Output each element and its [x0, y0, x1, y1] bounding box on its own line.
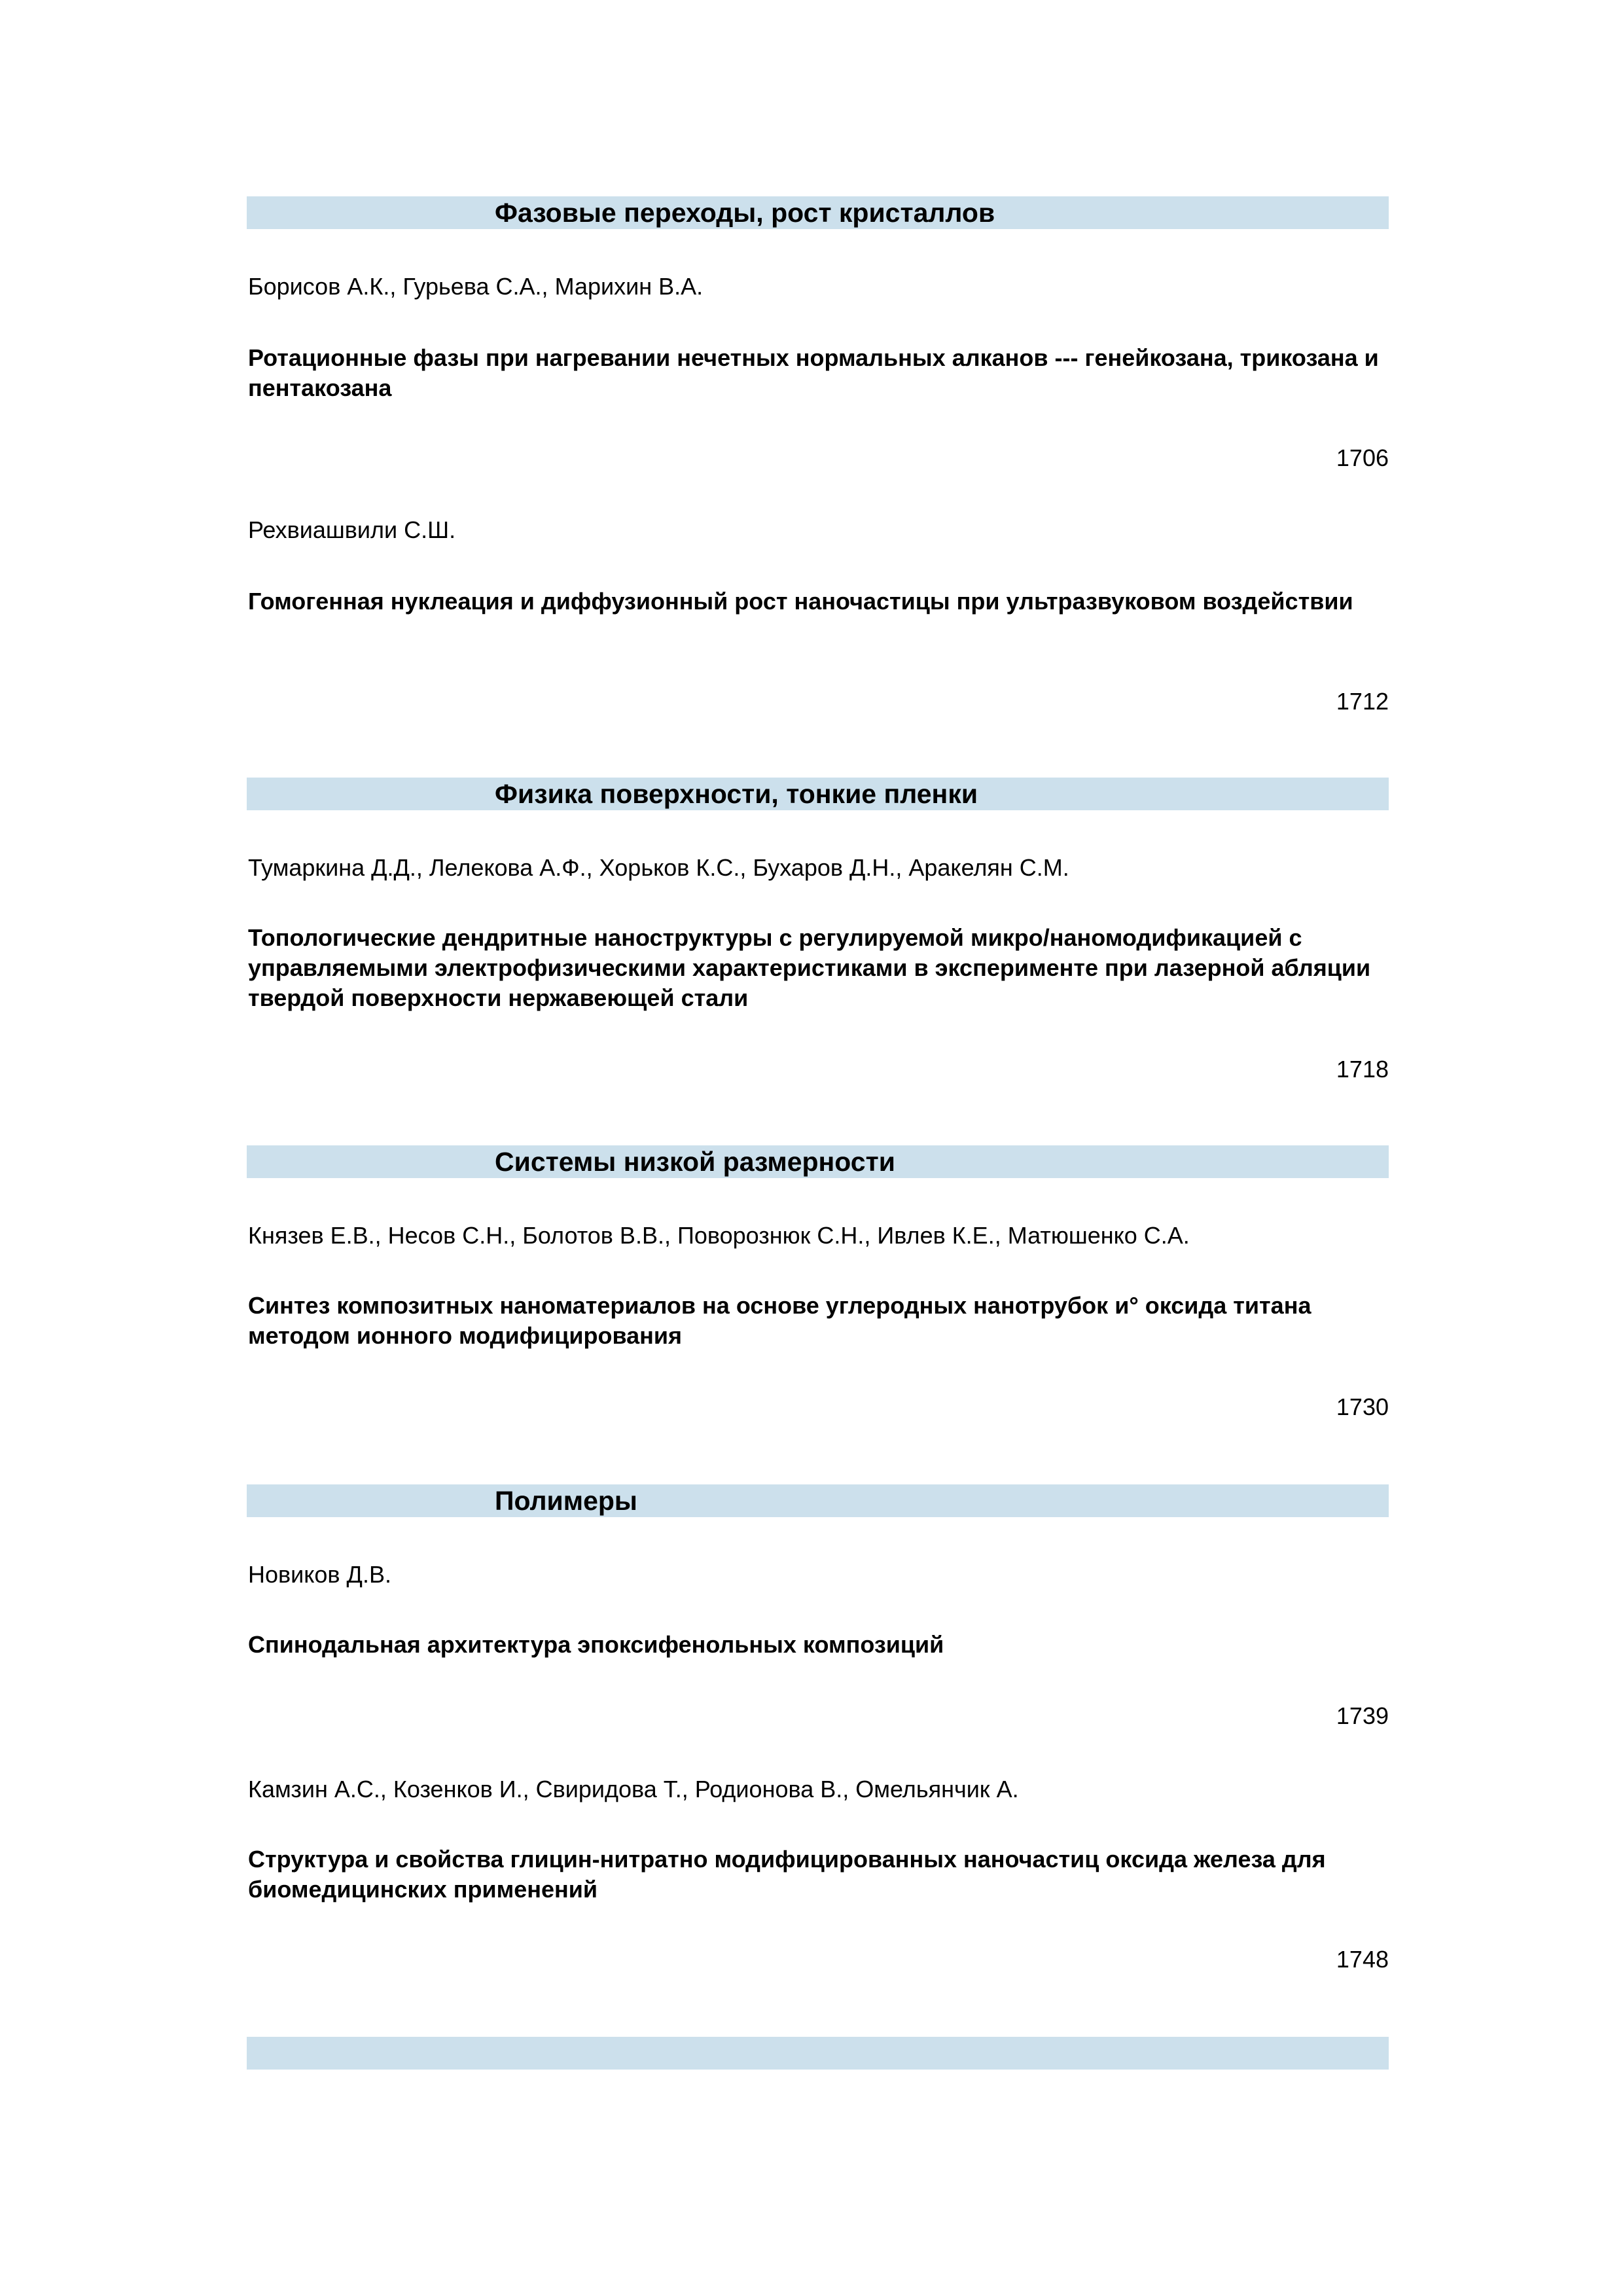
entry-page-number[interactable]: 1712 [1336, 688, 1389, 715]
section-header-empty [247, 2037, 1389, 2070]
entry-title[interactable]: Синтез композитных наноматериалов на основе углеродных нанотрубок и° оксида титана методом ионного модифицирования [248, 1292, 1311, 1349]
entry-page-number[interactable]: 1730 [1336, 1393, 1389, 1420]
entry-authors: Новиков Д.В. [248, 1561, 391, 1588]
entry-page-number[interactable]: 1718 [1336, 1056, 1389, 1083]
section-header [247, 1145, 1389, 1178]
entry-title[interactable]: Спинодальная архитектура эпоксифенольных композиций [248, 1631, 944, 1658]
entry-authors: Князев Е.В., Несов С.Н., Болотов В.В., Поворознюк С.Н., Ивлев К.Е., Матюшенко С.А. [248, 1222, 1190, 1249]
entry-page-number[interactable]: 1706 [1336, 444, 1389, 471]
section-header [247, 778, 1389, 810]
section-title: Полимеры [495, 1486, 637, 1516]
section-title: Системы низкой размерности [495, 1147, 895, 1177]
entry-page-number[interactable]: 1748 [1336, 1946, 1389, 1973]
section-title: Физика поверхности, тонкие пленки [495, 779, 978, 809]
entry-authors: Борисов А.К., Гурьева С.А., Марихин В.А. [248, 273, 704, 300]
section-header [247, 1484, 1389, 1517]
entry-title[interactable]: Ротационные фазы при нагревании нечетных нормальных алканов --- генейкозана, трикозана и пентакозана [248, 344, 1379, 401]
section-title: Фазовые переходы, рост кристаллов [495, 198, 995, 228]
entry-authors: Рехвиашвили С.Ш. [248, 516, 456, 543]
entry-title[interactable]: Топологические дендритные наноструктуры с регулируемой микро/наномодификацией с управляемыми электрофизическими характеристиками в эксперименте при лазерной абляции твердой поверхности нержавеющей стали [248, 924, 1371, 1011]
entry-page-number[interactable]: 1739 [1336, 1702, 1389, 1729]
entry-title[interactable]: Гомогенная нуклеация и диффузионный рост наночастицы при ультразвуковом воздействии [248, 588, 1353, 615]
entry-title[interactable]: Структура и свойства глицин-нитратно модифицированных наночастиц оксида железа для биомедицинских применений [248, 1846, 1326, 1903]
entry-authors: Тумаркина Д.Д., Лелекова А.Ф., Хорьков К.С., Бухаров Д.Н., Аракелян С.М. [248, 854, 1069, 881]
section-header [247, 196, 1389, 229]
entry-authors: Камзин А.С., Козенков И., Свиридова Т., Родионова В., Омельянчик А. [248, 1776, 1019, 1803]
